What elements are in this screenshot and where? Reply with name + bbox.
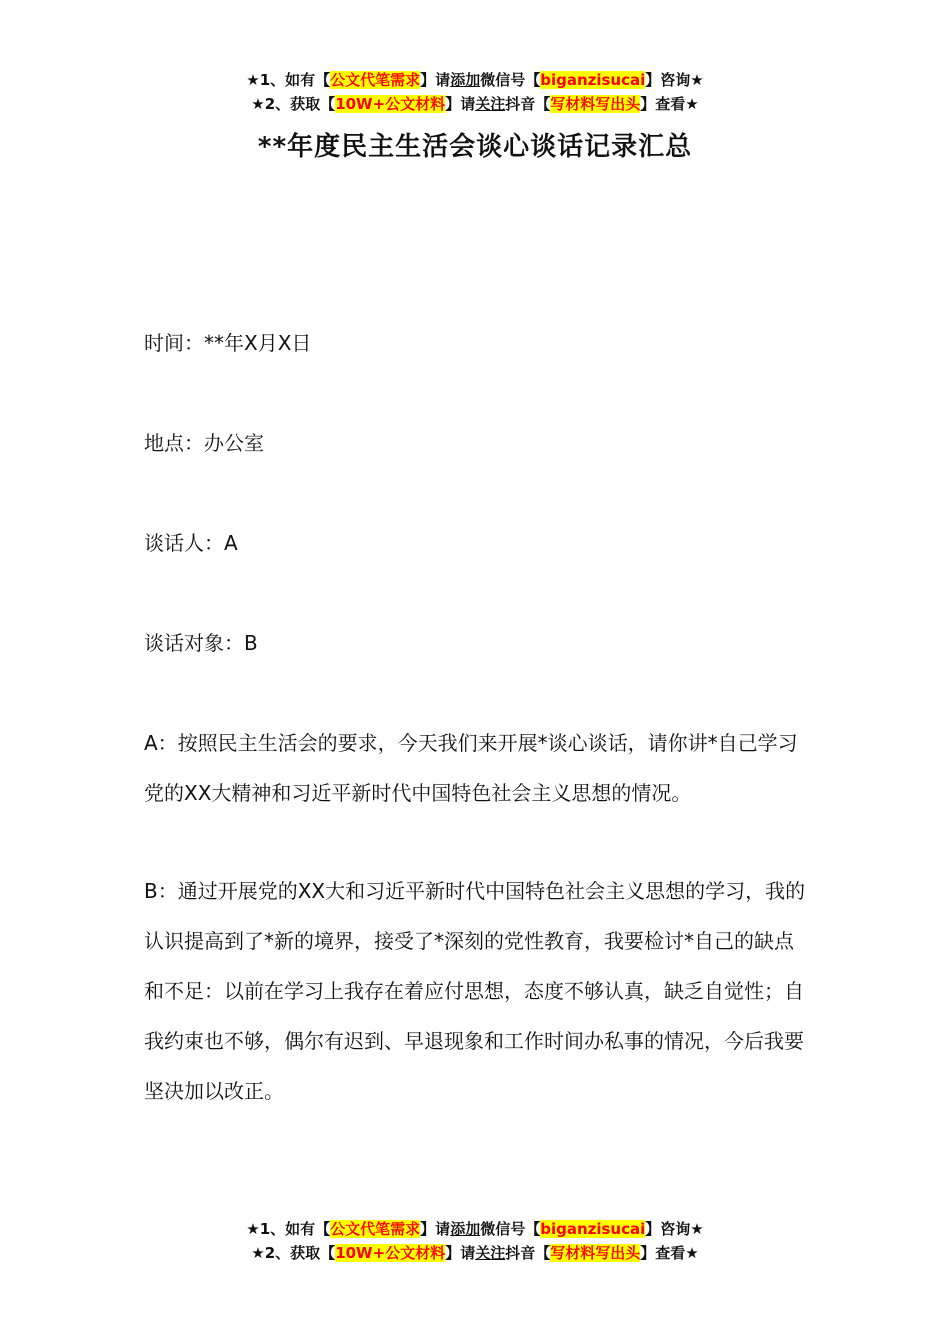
header-banner (0, 68, 950, 116)
paragraph-b: B：通过开展党的XX大和习近平新时代中国特色社会主义思想的学习，我的认识提高到了*新的境界，接受了*深刻的党性教育，我要检讨*自己的缺点和不足：以前在学习上我存在着应付思想，态度不够认真，缺乏自觉性；自我约束也不够，偶尔有迟到、早退现象和工作时间办私事的情况，今后我要坚决加以改正。 (144, 879, 806, 1103)
meeting-time: 时间：**年X月X日 (144, 331, 312, 355)
footer-banner-line-1: ★1、如有【公文代笔需求】请添加微信号【biganzisucai】咨询★ (246, 1220, 704, 1238)
speaker: 谈话人：A (144, 531, 238, 555)
highlight-writing-service: 公文代笔需求 (330, 71, 421, 89)
document-title: **年度民主生活会谈心谈话记录汇总 (257, 132, 693, 162)
highlight-wechat-id: biganzisucai (540, 71, 646, 89)
footer-banner (0, 1217, 950, 1265)
highlight-douyin-account: 写材料写出头 (550, 95, 641, 113)
paragraph-a: A：按照民主生活会的要求，今天我们来开展*谈心谈话，请你讲*自己学习党的XX大精神和习近平新时代中国特色社会主义思想的情况。 (144, 731, 798, 805)
highlight-writing-service: 公文代笔需求 (330, 1220, 421, 1238)
highlight-wechat-id: biganzisucai (540, 1220, 646, 1238)
meeting-place: 地点：办公室 (144, 431, 264, 455)
highlight-materials: 10W+公文材料 (335, 95, 446, 113)
banner-line-2: ★2、获取【10W+公文材料】请关注抖音【写材料写出头】查看★ (251, 95, 699, 113)
dialogue-b (144, 866, 809, 1116)
footer-banner-line-2: ★2、获取【10W+公文材料】请关注抖音【写材料写出头】查看★ (251, 1244, 699, 1262)
dialogue-a (144, 718, 809, 818)
interviewee: 谈话对象：B (144, 631, 258, 655)
banner-line-1: ★1、如有【公文代笔需求】请添加微信号【biganzisucai】咨询★ (246, 71, 704, 89)
highlight-douyin-account: 写材料写出头 (550, 1244, 641, 1262)
highlight-materials: 10W+公文材料 (335, 1244, 446, 1262)
